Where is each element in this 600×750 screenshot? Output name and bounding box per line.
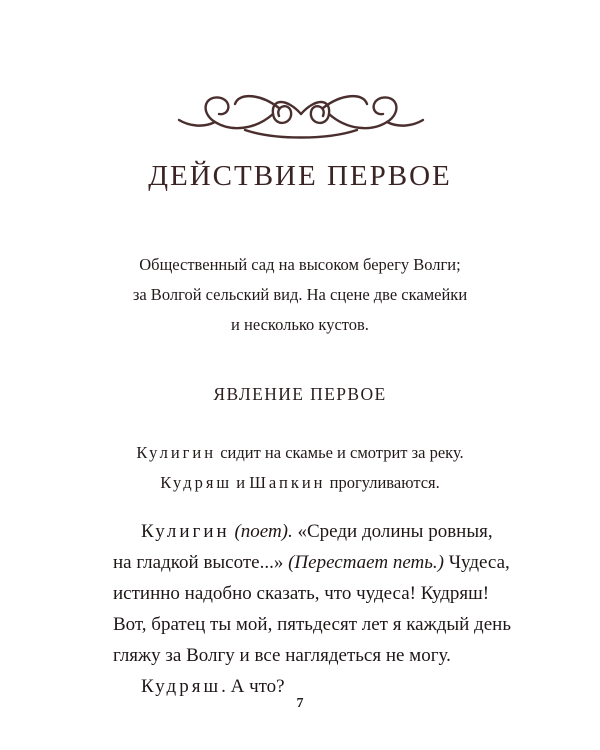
scene-title: ЯВЛЕНИЕ ПЕРВОЕ — [213, 384, 387, 404]
stage-remark: (поет). — [234, 521, 293, 542]
speaker-name: Кудряш — [141, 676, 222, 697]
stage-text: прогуливаются. — [325, 473, 440, 492]
speech-text: . А что? — [221, 676, 285, 697]
act-title: ДЕЙСТВИЕ ПЕРВОЕ — [148, 160, 452, 192]
character-name: Шапкин — [249, 473, 326, 492]
setting-description — [0, 250, 600, 340]
dialogue-paragraph — [113, 516, 513, 671]
speech-text: «Среди долины ровныя, на гладкой высоте...» — [113, 521, 493, 573]
character-name: Кудряш — [160, 473, 233, 492]
stage-text: сидит на скамье и смотрит за реку. — [216, 443, 464, 462]
stage-direction-line-2 — [0, 468, 600, 498]
stage-direction — [0, 438, 600, 498]
setting-line: Общественный сад на высоком берегу Волги; — [139, 255, 461, 274]
stage-text: и — [232, 473, 250, 492]
decorative-flourish-icon — [175, 84, 427, 142]
setting-line: и несколько кустов. — [231, 315, 369, 334]
speech-text: Чудеса, истинно надобно сказать, что чудеса! Кудряш! Вот, братец ты мой, пятьдесят лет я каждый день гляжу за Волгу и все наглядеться не могу. — [113, 552, 511, 666]
setting-line: за Волгой сельский вид. На сцене две скамейки — [132, 285, 468, 304]
stage-direction-line-1 — [0, 438, 600, 468]
character-name: Кулигин — [136, 443, 217, 462]
page-number: 7 — [296, 696, 304, 711]
stage-remark: (Перестает петь.) — [288, 552, 444, 573]
dialogue — [113, 516, 513, 702]
speaker-name: Кулигин — [141, 521, 230, 542]
